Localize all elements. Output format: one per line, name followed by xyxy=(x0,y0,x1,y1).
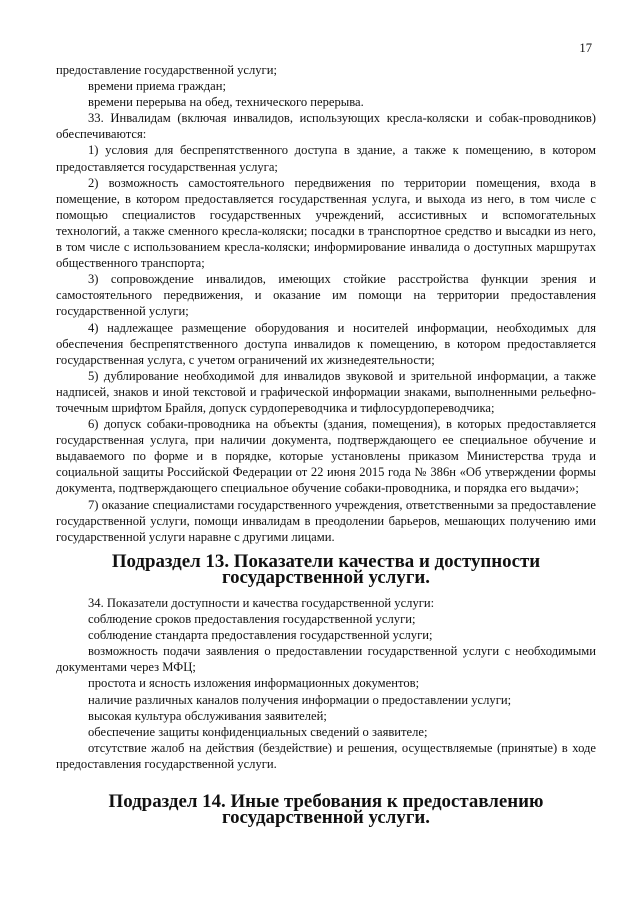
paragraph-4: 1) условия для беспрепятственного доступа в здание, а также к помещению, в котором предоставляется государственная услуга; xyxy=(56,143,596,174)
section-heading-13: Подраздел 13. Показатели качества и доступности государственной услуги. xyxy=(111,550,541,588)
section-13-paragraph-7: обеспечение защиты конфиденциальных сведений о заявителе; xyxy=(88,724,428,739)
section-heading-14: Подраздел 14. Иные требования к предоставлению государственной услуги. xyxy=(108,791,544,829)
section-13-paragraph-0: 34. Показатели доступности и качества государственной услуги: xyxy=(88,596,435,610)
paragraph-2: времени перерыва на обед, технического перерыва. xyxy=(88,95,364,110)
paragraphs-top xyxy=(56,62,596,545)
section-13-paragraph-6: высокая культура обслуживания заявителей; xyxy=(88,708,327,723)
paragraph-0: предоставление государственной услуги; xyxy=(56,63,277,77)
section-13-paragraph-1: соблюдение сроков предоставления государственной услуги; xyxy=(88,612,416,627)
section-13-paragraph-5: наличие различных каналов получения информации о предоставлении услуги; xyxy=(88,692,512,707)
paragraph-3: 33. Инвалидам (включая инвалидов, использующих кресла-коляски и собак-проводников) обеспечиваются: xyxy=(56,111,596,142)
section-13-paragraph-8: отсутствие жалоб на действия (бездействие) и решения, осуществляемые (принятые) в ходе предоставления государственной услуги. xyxy=(56,740,596,771)
paragraph-10: 7) оказание специалистами государственного учреждения, ответственными за предоставление государственной услуги, помощи инвалидам в преодолении барьеров, мешающих получению ими государственной услуги наравне с другими лицами. xyxy=(56,497,596,544)
paragraph-7: 4) надлежащее размещение оборудования и носителей информации, необходимых для обеспечения беспрепятственного доступа инвалидов к помещению, в котором предоставляется государственная услуга, с учетом ограничений их жизнедеятельности; xyxy=(56,320,596,367)
page-number: 17 xyxy=(579,41,592,55)
paragraph-1: времени приема граждан; xyxy=(88,79,226,94)
paragraph-8: 5) дублирование необходимой для инвалидов звуковой и зрительной информации, а также надписей, знаков и иной текстовой и графической информации знаками, выполненными рельефно-точечным шрифтом Брайля, допуск сурдопереводчика и тифлосурдопереводчика; xyxy=(56,368,596,415)
section-13-paragraph-2: соблюдение стандарта предоставления государственной услуги; xyxy=(88,628,433,643)
paragraphs-section-13 xyxy=(56,595,596,772)
paragraph-6: 3) сопровождение инвалидов, имеющих стойкие расстройства функции зрения и самостоятельного передвижения, и оказание им помощи на территории предоставления государственной услуги; xyxy=(56,272,596,319)
paragraph-5: 2) возможность самостоятельного передвижения по территории помещения, входа в помещение, в котором предоставляется государственная услуга, и выхода из него, в том числе с помощью специалистов государственных учреждений, ассистивных и вспомогательных технологий, а также сменного кресла-коляски; посадки в транспортное средство и высадки из него, в том числе с использованием кресла-коляски; информирование инвалида о доступных маршрутах общественного транспорта; xyxy=(56,175,596,271)
section-13-paragraph-4: простота и ясность изложения информационных документов; xyxy=(88,676,420,691)
section-13-paragraph-3: возможность подачи заявления о предоставлении государственной услуги с необходимыми документами через МФЦ; xyxy=(56,644,596,675)
paragraph-9: 6) допуск собаки-проводника на объекты (здания, помещения), в которых предоставляется государственная услуга, при наличии документа, подтверждающего ее специальное обучение и выдаваемого по форме и в порядке, которые установлены приказом Министерства труда и социальной защиты Российской Федерации от 22 июня 2015 года № 386н «Об утверждении формы документа, подтверждающего специальное обучение собаки-проводника, и порядка его выдачи»; xyxy=(56,417,596,496)
